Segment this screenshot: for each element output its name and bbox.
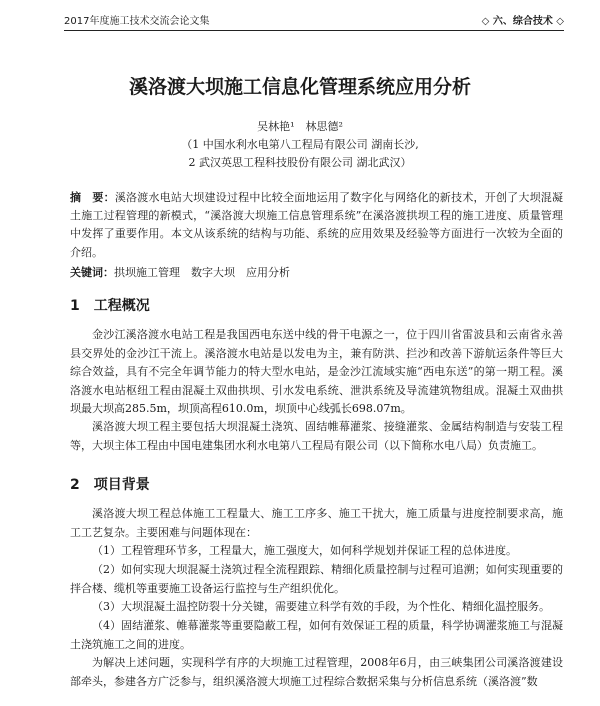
list-item: （1）工程管理环节多，工程量大，施工强度大，如何科学规划并保证工程的总体进度。: [92, 544, 517, 557]
body-paragraph: 金沙江溪洛渡水电站工程是我国西电东送中线的骨干电源之一，位于四川省雷波县和云南省永善县交界处的金沙江干流上。溪洛渡水电站是以发电为主，兼有防洪、拦沙和改善下游航运条件等巨大综合效益，具有不完全年调节能力的特大型水电站，是金沙江流域实施“西电东送”的第一期工程。溪洛渡水电站枢纽工程由混凝土双曲拱坝、引水发电系统、泄洪系统及导流建筑物组成。混凝土双曲拱坝最大坝高285.5m，坝顶高程610.0m，坝顶中心线弧长698.07m。: [70, 328, 563, 416]
abstract-text: 溪洛渡水电站大坝建设过程中比较全面地运用了数字化与网络化的新技术，开创了大坝混凝土施工过程管理的新模式，“溪洛渡大坝施工信息管理系统”在溪洛渡拱坝工程的施工进度、质量管理中发挥了重要作用。本文从该系统的结构与功能、系统的应用效果及经验等方面进行一次较为全面的介绍。: [70, 191, 564, 259]
body-paragraph: 溪洛渡大坝工程总体施工工程量大、施工工序多、施工干扰大，施工质量与进度控制要求高，施工工艺复杂。主要困难与问题体现在：: [70, 507, 563, 539]
list-item: （3）大坝混凝土温控防裂十分关键，需要建立科学有效的手段，为个性化、精细化温控服务。: [92, 600, 550, 613]
keywords: [70, 264, 563, 280]
abstract: [70, 189, 563, 262]
keywords-label: 关键词：: [70, 266, 114, 279]
body-paragraph: 为解决上述问题，实现科学有序的大坝施工过程管理，2008年6月，由三峡集团公司溪洛渡建设部牵头，参建各方广泛参与，组织溪洛渡大坝施工过程综合数据采集与分析信息系统（溪洛渡”数: [70, 656, 563, 688]
affiliation-line: （1 中国水利水电第八工程局有限公司 湖南长沙,: [181, 138, 419, 151]
list-item: （2）如何实现大坝混凝土浇筑过程全流程跟踪、精细化质量控制与过程可追溯；如何实现重要的拌合楼、缆机等重要施工设备运行监控与生产组织优化。: [70, 563, 563, 595]
header-rule: [64, 30, 564, 31]
running-header: [64, 12, 564, 28]
section-heading: 1 工程概况: [70, 298, 150, 314]
abstract-label: 摘 要：: [70, 191, 115, 204]
header-section-label: ◇ 六、综合技术 ◇: [481, 16, 564, 27]
body-paragraph: 溪洛渡大坝工程主要包括大坝混凝土浇筑、固结帷幕灌浆、接缝灌浆、金属结构制造与安装工程等，大坝主体工程由中国电建集团水利水电第八工程局有限公司（以下简称水电八局）负责施工。: [70, 420, 563, 452]
author-line: 吴林艳¹ 林思德²: [257, 120, 343, 133]
keywords-text: 拱坝施工管理 数字大坝 应用分析: [114, 266, 290, 279]
affiliation-line: 2 武汉英思工程科技股份有限公司 湖北武汉）: [188, 156, 412, 169]
list-item: （4）固结灌浆、帷幕灌浆等重要隐蔽工程，如何有效保证工程的质量，科学协调灌浆施工与混凝土浇筑施工之间的进度。: [70, 619, 563, 651]
header-proceedings-title: 2017年度施工技术交流会论文集: [64, 16, 210, 27]
paper-title: 溪洛渡大坝施工信息化管理系统应用分析: [128, 76, 471, 98]
section-heading: 2 项目背景: [70, 477, 150, 493]
